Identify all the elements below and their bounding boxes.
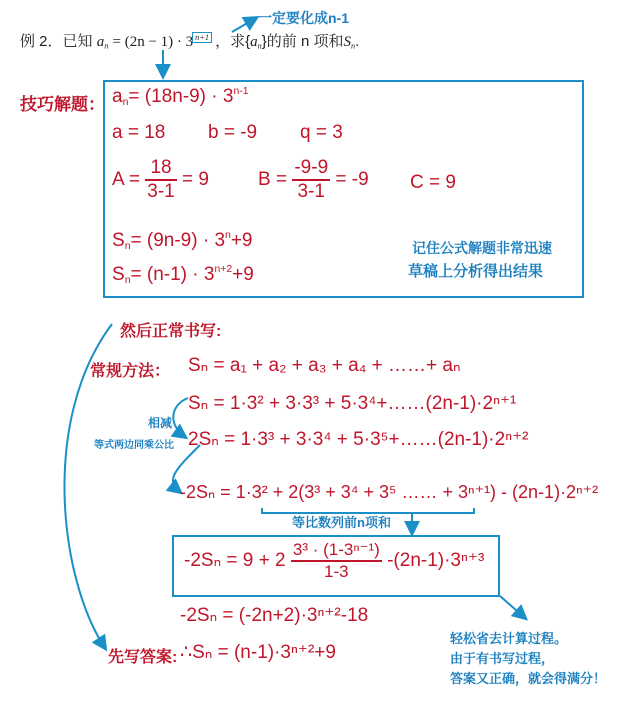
trick-l1-a: a [112,86,123,107]
eq4-num: 3³ · (1-3ⁿ⁻¹) [291,540,382,562]
eq3: -2Sₙ = 1·3² + 2(3³ + 3⁴ + 3⁵ …… + 3ⁿ⁺¹) - (2n-1)·2ⁿ⁺² [180,482,599,502]
multiply-label: 等式两边同乘公比 [94,440,174,451]
eq4-post: -(2n-1)·3ⁿ⁺³ [387,550,485,572]
trick-S2 [112,264,254,286]
trick-s1-sub: n [124,241,131,253]
trick-s1-c: +9 [230,230,253,251]
trick-C: C = 9 [410,172,456,193]
eq5: -2Sₙ = (-2n+2)·3ⁿ⁺²-18 [180,605,369,626]
trick-A-frac [145,157,176,203]
problem-suffix-a: a [250,34,258,50]
problem-suffix-Sn: n [350,41,356,51]
trick-s2-b: = (n-1) · 3 [130,264,215,285]
trick-B-pre: B = [258,169,288,191]
trick-s2-exp: n+2 [214,264,233,276]
problem-formula-sub: n [104,41,109,51]
tip-line-1: 轻松省去计算过程。 [450,631,568,646]
problem-formula-a: a [96,34,105,50]
method-label: 常规方法： [90,363,171,380]
tip-arrow [500,596,525,618]
trick-l1-exp: n-1 [233,86,249,98]
problem-suffix-S: S [343,34,351,50]
trick-A-num: 18 [145,157,176,181]
trick-coef-b: b = -9 [208,122,258,143]
problem-prefix: 例 2．已知 [20,33,93,50]
tip-line-3: 答案又正确，就会得满分！ [450,671,607,686]
trick-s1-exp: n [225,230,231,242]
trick-S1 [112,230,253,252]
problem-suffix-b: }的前 n 项和 [261,33,344,50]
normal-heading: 然后正常书写: [120,323,222,340]
geo-note: 等比数列前n项和 [292,515,391,530]
trick-label: 技巧解题： [20,95,105,114]
memo-line-2: 草稿上分析得出结果 [408,263,544,280]
problem-note: 一定要化成n-1 [258,10,349,26]
subtract-arrow [173,398,188,437]
trick-A-post: = 9 [182,169,209,191]
trick-s1-a: S [112,230,125,251]
trick-s2-sub: n [124,275,131,287]
problem-suffix-n: n [257,41,262,51]
method-formula: Sₙ = a₁ + a₂ + a₃ + a₄ + ……+ aₙ [188,355,461,376]
answer-formula: ∴Sₙ = (n-1)·3ⁿ⁺²+9 [180,642,336,663]
eq4-den: 1-3 [324,562,349,581]
trick-line1 [112,86,249,108]
trick-A-den: 3-1 [147,181,175,202]
trick-s1-b: = (9n-9) · 3 [130,230,226,251]
trick-s2-a: S [112,264,125,285]
trick-coef-q: q = 3 [300,122,343,143]
tip-line-2: 由于有书写过程， [450,651,555,666]
trick-B-den: 3-1 [297,181,325,202]
trick-A-pre: A = [112,169,140,191]
trick-B-frac [292,157,330,203]
problem-formula: = (2n − 1) · 3 [112,34,194,50]
trick-B [258,157,369,203]
eq1: Sₙ = 1·3² + 3·3³ + 5·3⁴+……(2n-1)·2ⁿ⁺¹ [188,393,517,414]
trick-A [112,157,209,203]
problem-suffix-end: . [355,33,360,50]
problem-statement [20,30,359,51]
eq2: 2Sₙ = 1·3³ + 3·3⁴ + 5·3⁵+……(2n-1)·2ⁿ⁺² [188,429,529,450]
eq4 [184,540,484,582]
problem-formula-exp: n+1 [195,32,209,42]
trick-s2-c: +9 [232,264,254,285]
problem-suffix: ，求{ [215,33,251,50]
trick-B-num: -9-9 [292,157,330,181]
eq4-frac [291,540,382,582]
trick-l1-b: = (18n-9) · 3 [128,86,234,107]
trick-B-post: = -9 [335,169,369,191]
answer-label: 先写答案: [108,649,178,666]
trick-coef-a: a = 18 [112,122,166,143]
subtract-label: 相减 [148,416,173,430]
eq4-pre: -2Sₙ = 9 + 2 [184,550,286,572]
trick-l1-sub: n [122,97,129,109]
memo-line-1: 记住公式解题非常迅速 [412,240,552,256]
